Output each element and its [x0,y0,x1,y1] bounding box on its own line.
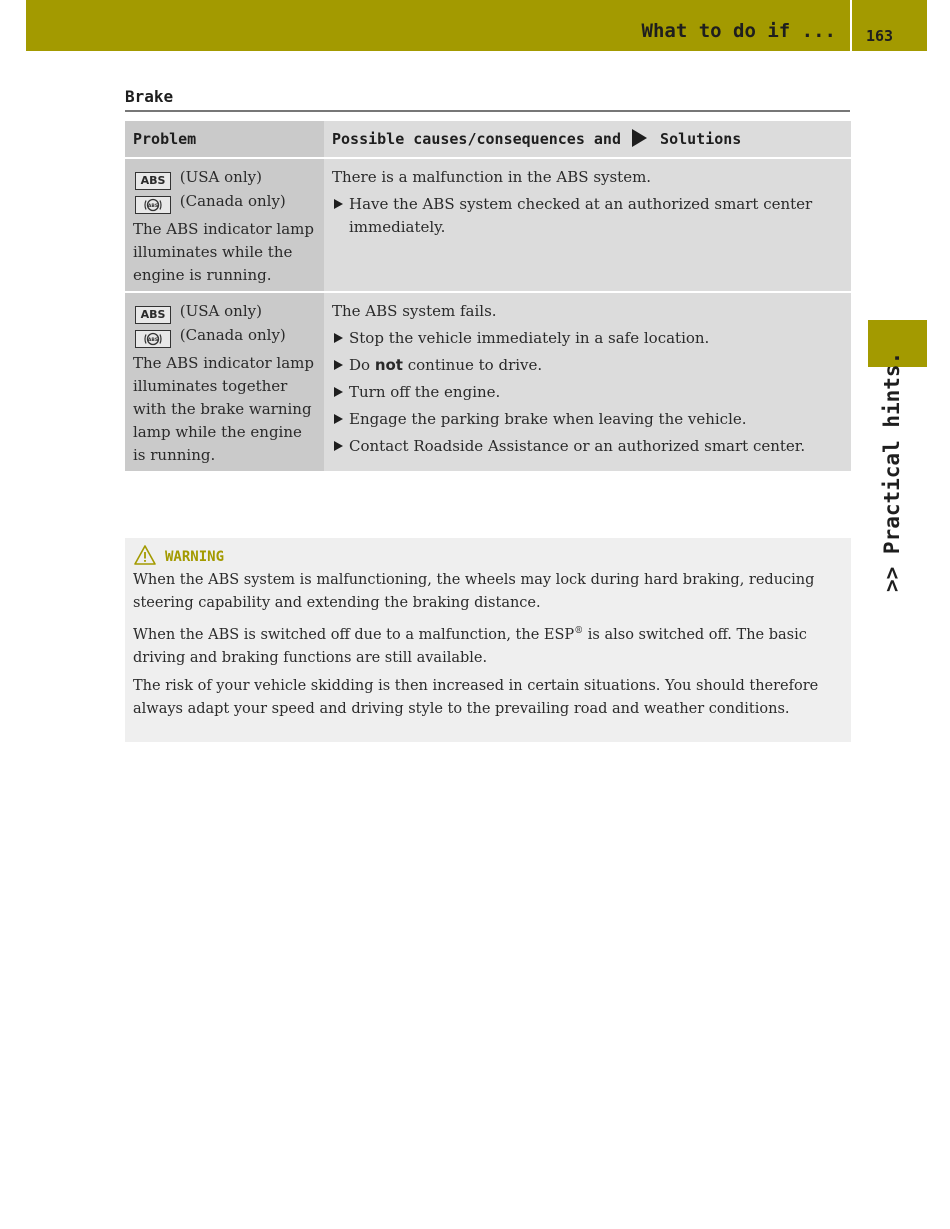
solution-cell [324,292,851,471]
header-bar [26,0,850,51]
column-header-problem: Problem [125,121,324,158]
step-arrow-icon [334,360,343,370]
problem-cell [125,292,324,471]
solution-step [332,354,843,377]
column-header-solutions [324,121,851,158]
solution-step [332,408,843,431]
solution-arrow-icon [632,129,647,147]
indicator-usa [133,166,316,190]
abs-circle-icon [135,196,171,214]
warning-triangle-icon [133,544,157,566]
step-arrow-icon [334,199,343,209]
step-text-after: continue to drive. [402,356,543,374]
indicator-usa-note: (USA only) [179,302,262,320]
step-arrow-icon [334,387,343,397]
cause-text: The ABS system fails. [332,302,497,320]
indicator-canada [133,324,316,348]
table-header-row [125,121,851,158]
svg-text:ABS: ABS [147,204,159,209]
problem-description: The ABS indicator lamp illuminates while the engine is running. [133,220,314,284]
column-header-solutions-prefix: Possible causes/consequences and [332,129,621,148]
indicator-canada [133,190,316,214]
side-tab-label: >> Practical hints. [880,351,904,592]
abs-circle-icon [135,330,171,348]
step-text: Have the ABS system checked at an authorized smart center immediately. [349,195,813,236]
problem-cell [125,158,324,292]
step-text-emphasis: not [374,356,403,374]
svg-text:ABS: ABS [147,338,159,343]
step-arrow-icon [334,333,343,343]
abs-indicator-icon: ABS [135,172,171,190]
problem-description: The ABS indicator lamp illuminates together with the brake warning lamp while the engine is running. [133,354,314,464]
section-title: Brake [125,87,174,106]
page-number-box [852,0,927,51]
column-header-solutions-suffix: Solutions [660,129,742,148]
warning-heading [133,544,224,568]
indicator-usa [133,300,316,324]
step-text: Engage the parking brake when leaving the vehicle. [349,410,747,428]
indicator-usa-note: (USA only) [179,168,262,186]
header-title: What to do if ... [641,20,836,42]
brake-table [125,121,851,471]
table-row [125,292,851,471]
warning-paragraph: When the ABS system is malfunctioning, the wheels may lock during hard braking, reducing steering capability and extending the braking distance. [133,572,815,611]
step-text-before: Do [349,356,375,374]
indicator-canada-note: (Canada only) [179,326,286,344]
warning-para2-before: When the ABS is switched off due to a malfunction, the ESP [133,626,575,643]
abs-indicator-icon: ABS [135,306,171,324]
solution-step [332,327,843,350]
warning-paragraph: The risk of your vehicle skidding is then increased in certain situations. You should therefore always adapt your speed and driving style to the prevailing road and weather conditions. [133,677,819,717]
step-text: Contact Roadside Assistance or an authorized smart center. [349,437,806,455]
warning-para2-after: is also switched off. The basic driving and braking functions are still available. [133,626,807,666]
table-row [125,158,851,292]
step-text: Stop the vehicle immediately in a safe location. [349,329,710,347]
solution-step [332,193,843,239]
page-number: 163 [866,27,894,45]
warning-box [125,538,851,742]
step-text: Turn off the engine. [349,383,501,401]
cause-text: There is a malfunction in the ABS system. [332,168,652,186]
solution-step [332,381,843,404]
solution-step [332,435,843,458]
indicator-canada-note: (Canada only) [179,192,286,210]
solution-cell [324,158,851,292]
warning-text [133,569,849,726]
step-arrow-icon [334,441,343,451]
step-arrow-icon [334,414,343,424]
warning-title: WARNING [165,549,225,565]
registered-mark: ® [574,626,584,636]
section-divider [125,110,850,112]
warning-paragraph [133,620,849,670]
